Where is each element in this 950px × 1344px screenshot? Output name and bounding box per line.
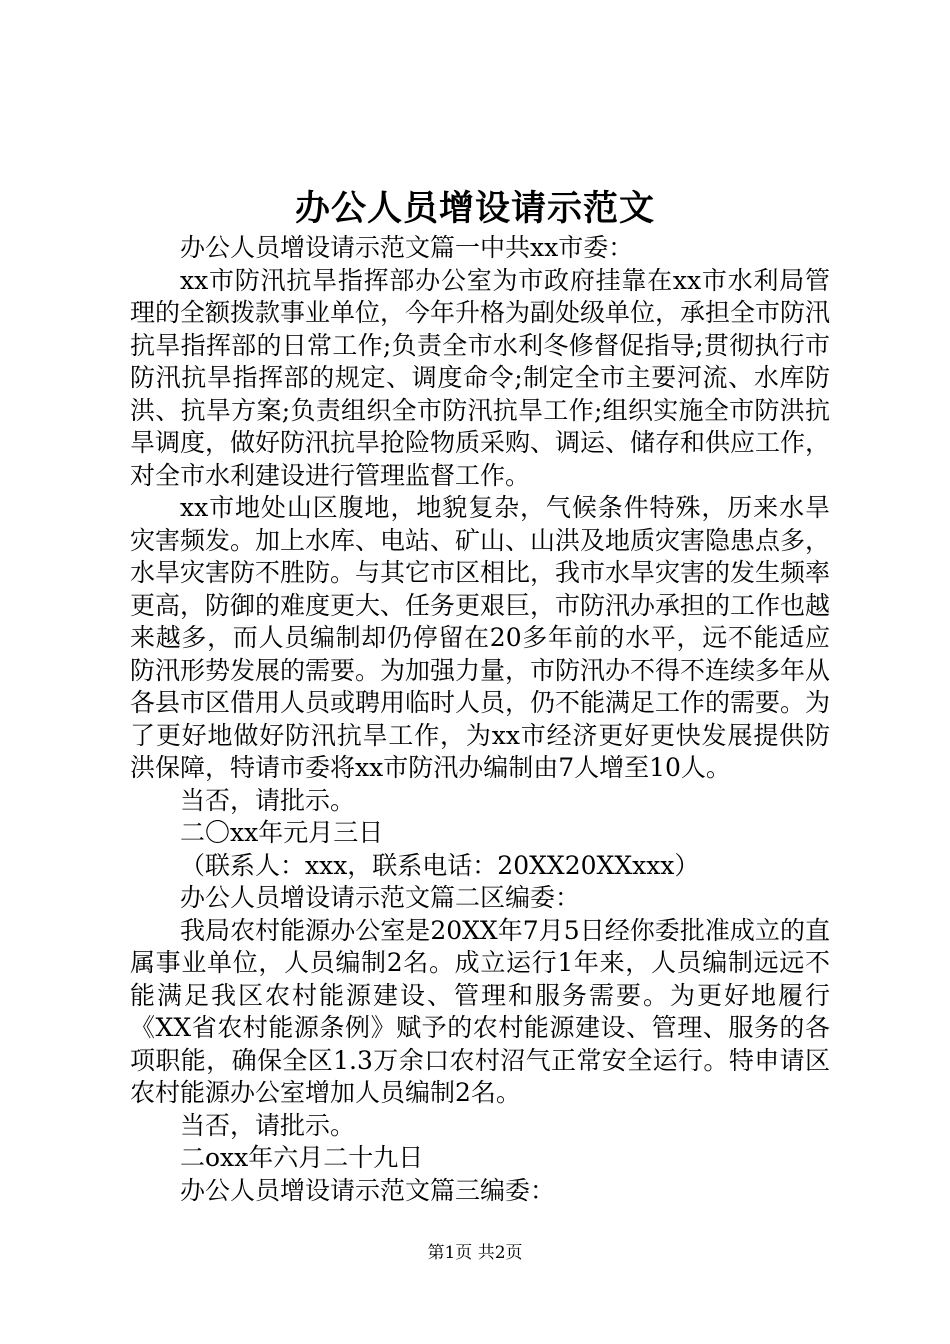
document-title: 办公人员增设请示范文 (294, 188, 655, 229)
paragraph-contact: （联系人：xxx，联系电话：20XX20XXxxx） (180, 850, 700, 880)
paragraph-body-2: xx市地处山区腹地，地貌复杂，气候条件特殊，历来水旱灾害频发。加上水库、电站、矿山、山洪及地质灾害隐患点多，水旱灾害防不胜防。与其它市区相比，我市水旱灾害的发生频率更高，防御的难度更大、任务更艰巨，市防汛办承担的工作也越来越多，而人员编制却仍停留在20多年前的水平，远不能适应防汛形势发展的需要。为加强力量，市防汛办不得不连续多年从各县市区借用人员或聘用临时人员，仍不能满足工作的需要。为了更好地做好防汛抗旱工作，为xx市经济更好更快发展提供防洪保障，特请市委将xx市防汛办编制由7人增至10人。 (130, 493, 831, 782)
paragraph-body-1: xx市防汛抗旱指挥部办公室为市政府挂靠在xx市水利局管理的全额拨款事业单位，今年升格为副处级单位，承担全市防汛抗旱指挥部的日常工作;负责全市水利冬修督促指导;贯彻执行市防汛抗旱指挥部的规定、调度命令;制定全市主要河流、水库防洪、抗旱方案;负责组织全市防汛抗旱工作;组织实施全市防洪抗旱调度，做好防汛抗旱抢险物质采购、调运、储存和供应工作，对全市水利建设进行管理监督工作。 (130, 265, 831, 490)
paragraph-greeting-3: 办公人员增设请示范文篇三编委： (180, 1175, 556, 1205)
paragraph-date-1: 二〇xx年元月三日 (180, 818, 384, 847)
paragraph-body-3: 我局农村能源办公室是20XX年7月5日经你委批准成立的直属事业单位，人员编制2名。成立运行1年来，人员编制远远不能满足我区农村能源建设、管理和服务需要。为更好地履行《XX省农村能源条例》赋予的农村能源建设、管理、服务的各项职能，确保全区1.3万余口农村沼气正常安全运行。特申请区农村能源办公室增加人员编制2名。 (130, 915, 830, 1107)
paragraph-greeting-2: 办公人员增设请示范文篇二区编委： (180, 883, 581, 912)
paragraph-closing-2: 当否，请批示。 (180, 1110, 356, 1140)
document-body (130, 232, 830, 1207)
paragraph-closing-1: 当否，请批示。 (180, 785, 356, 815)
paragraph-date-2: 二oxx年六月二十九日 (180, 1143, 424, 1172)
page-number-footer: 第1页 共2页 (427, 1243, 523, 1263)
paragraph-greeting-1: 办公人员增设请示范文篇一中共xx市委： (180, 233, 634, 262)
